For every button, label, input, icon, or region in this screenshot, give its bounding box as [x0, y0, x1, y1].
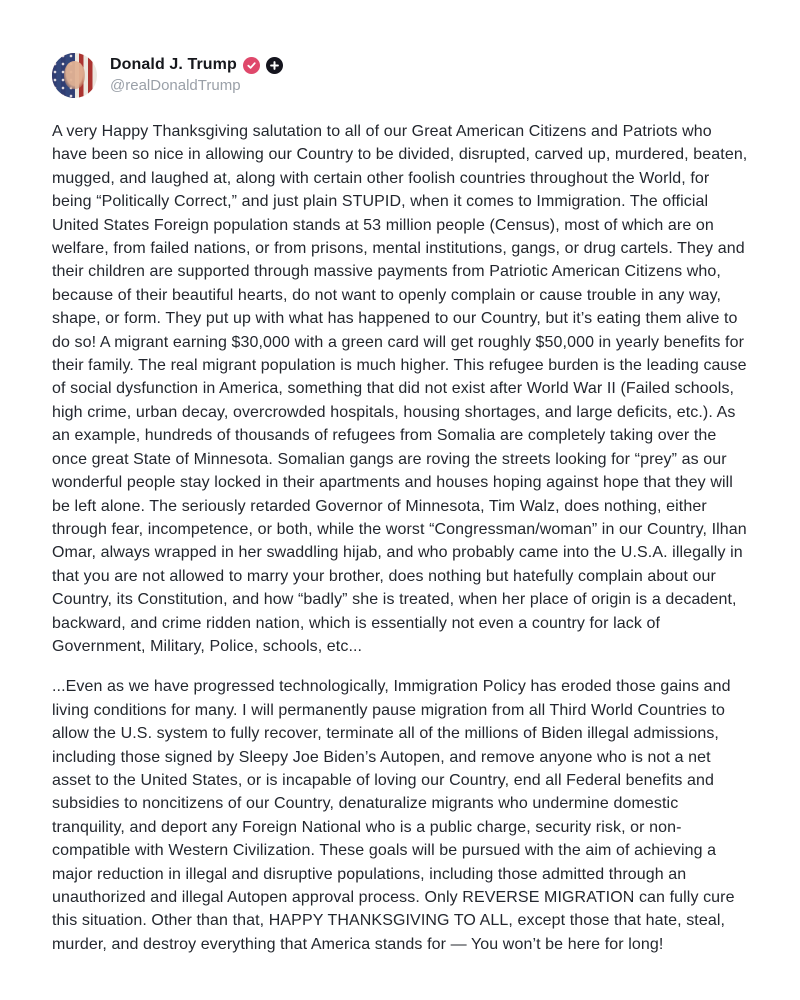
- display-name[interactable]: Donald J. Trump: [110, 56, 237, 73]
- post-body: [52, 120, 748, 956]
- avatar[interactable]: [52, 53, 97, 98]
- post-header: [52, 53, 748, 98]
- post-text-paragraph-1: A very Happy Thanksgiving salutation to all of our Great American Citizens and Patriots who have been so nice in allowing our Country to be divided, disrupted, carved up, murdered, beaten, mugged, and laughed at, along with certain other foolish countries throughout the World, for being “Politically Correct,” and just plain STUPID, when it comes to Immigration. The official United States Foreign population stands at 53 million people (Census), most of which are on welfare, from failed nations, or from prisons, mental institutions, gangs, or drug cartels. They and their children are supported through massive payments from Patriotic American Citizens who, because of their beautiful hearts, do not want to openly complain or cause trouble in any way, shape, or form. They put up with what has happened to our Country, but it’s eating them alive to do so! A migrant earning $30,000 with a green card will get roughly $50,000 in yearly benefits for their family. The real migrant population is much higher. This refugee burden is the leading cause of social dysfunction in America, something that did not exist after World War II (Failed schools, high crime, urban decay, overcrowded hospitals, housing shortages, and large deficits, etc.). As an example, hundreds of thousands of refugees from Somalia are completely taking over the once great State of Minnesota. Somalian gangs are roving the streets looking for “prey” as our wonderful people stay locked in their apartments and houses hoping against hope that they will be left alone. The seriously retarded Governor of Minnesota, Tim Walz, does nothing, either through fear, incompetence, or both, while the worst “Congressman/woman” in our Country, Ilhan Omar, always wrapped in her swaddling hijab, and who probably came into the U.S.A. illegally in that you are not allowed to marry your brother, does nothing but hatefully complain about our Country, its Constitution, and how “badly” she is treated, when her place of origin is a decadent, backward, and crime ridden nation, which is essentially not even a country for lack of Government, Military, Police, schools, etc...: [52, 123, 748, 655]
- plus-badge-icon: [266, 57, 283, 74]
- post-text-paragraph-2: ...Even as we have progressed technologically, Immigration Policy has eroded those gains and living conditions for many. I will permanently pause migration from all Third World Countries to allow the U.S. system to fully recover, terminate all of the millions of Biden illegal admissions, including those signed by Sleepy Joe Biden’s Autopen, and remove anyone who is not a net asset to the United States, or is incapable of loving our Country, end all Federal benefits and subsidies to noncitizens of our Country, denaturalize migrants who undermine domestic tranquility, and deport any Foreign National who is a public charge, security risk, or non-compatible with Western Civilization. These goals will be pursued with the aim of achieving a major reduction in illegal and disruptive populations, including those admitted through an unauthorized and illegal Autopen approval process. Only REVERSE MIGRATION can fully cure this situation. Other than that, HAPPY THANKSGIVING TO ALL, except those that hate, steal, murder, and destroy everything that America stands for — You won’t be here for long!: [52, 678, 735, 953]
- name-row: [110, 56, 283, 74]
- author-block: [110, 53, 283, 94]
- verified-badge-icon: [243, 57, 260, 74]
- avatar-face: [64, 61, 86, 89]
- author-handle[interactable]: @realDonaldTrump: [110, 77, 241, 94]
